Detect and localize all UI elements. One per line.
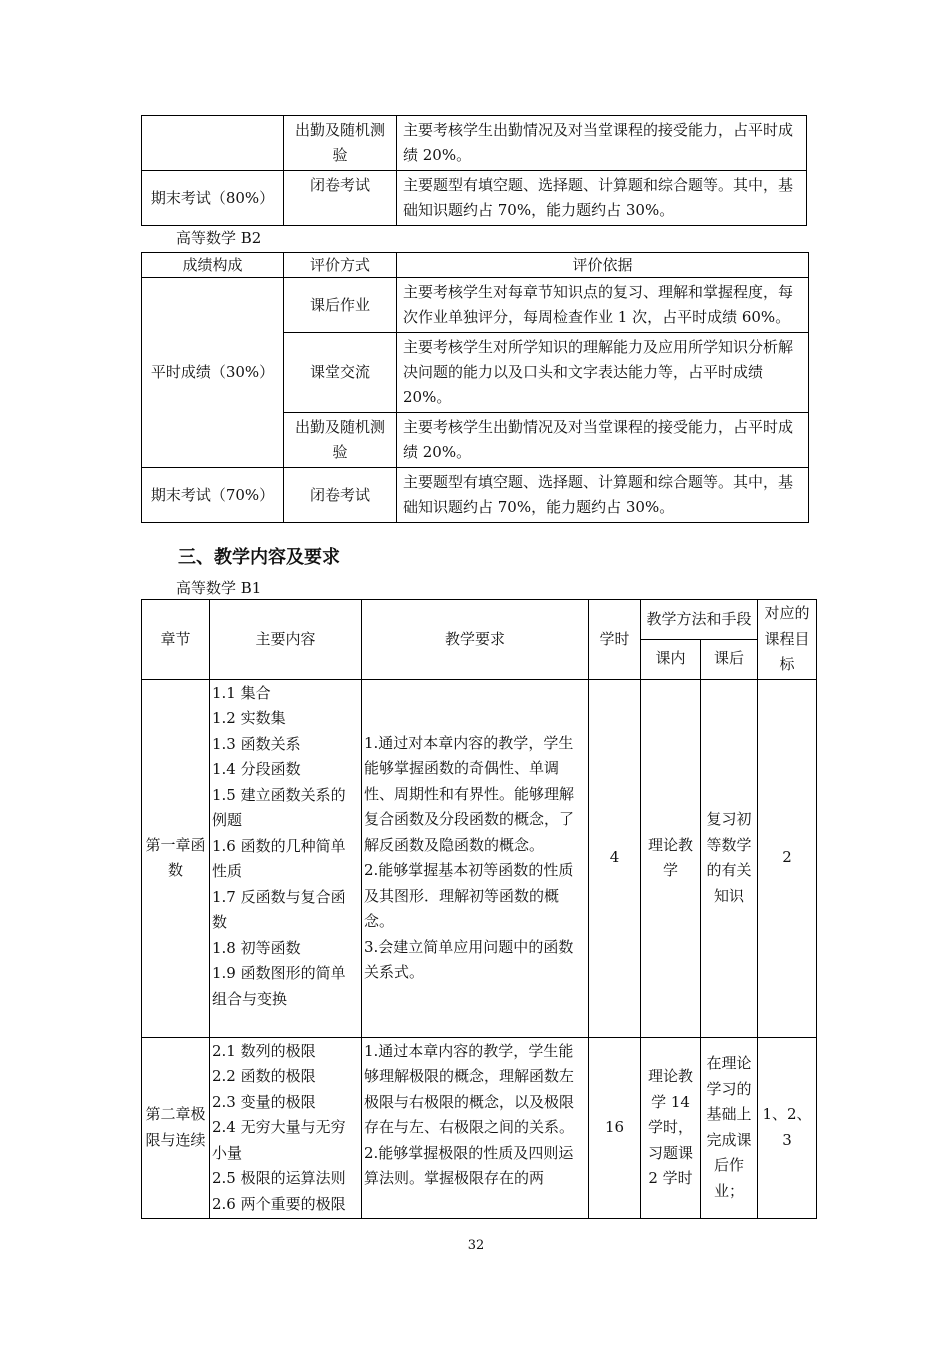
content-item: 1.3 函数关系 [212,734,301,753]
basis-cell: 主要题型有填空题、选择题、计算题和综合题等。其中，基础知识题约占 70%，能力题约占 30%。 [397,171,807,226]
content-cell [210,679,362,1037]
objective-cell: 2 [758,679,817,1037]
chapter-cell: 第一章函数 [142,679,210,1037]
basis-cell: 主要考核学生出勤情况及对当堂课程的接受能力，占平时成绩 20%。 [397,116,807,171]
header-in-class: 课内 [641,639,701,679]
section-title: 三、教学内容及要求 [178,547,340,568]
header-hours: 学时 [589,600,641,680]
content-item: 1.8 初等函数 [212,938,301,957]
hours-cell: 4 [589,679,641,1037]
in-class-cell: 理论教学 14 学时，习题课 2 学时 [641,1037,701,1219]
component-cell: 期末考试（80%） [142,171,284,226]
objective-cell: 1、2、3 [758,1037,817,1219]
content-item: 2.3 变量的极限 [212,1092,316,1111]
header-basis: 评价依据 [397,253,809,278]
header-methods: 教学方法和手段 [641,600,758,640]
header-component: 成绩构成 [142,253,284,278]
content-item: 1.9 函数图形的简单组合与变换 [212,964,346,1008]
basis-cell: 主要考核学生出勤情况及对当堂课程的接受能力，占平时成绩 20%。 [397,413,809,468]
content-item: 1.2 实数集 [212,709,286,727]
table-row [142,116,807,171]
method-cell: 闭卷考试 [284,171,397,226]
content-item: 2.5 极限的运算法则 [212,1169,346,1187]
method-cell: 出勤及随机测验 [284,116,397,171]
table-row [142,1037,817,1219]
requirement-cell: 1.通过对本章内容的教学，学生能够掌握函数的奇偶性、单调性、周期性和有界性。能够理解复合函数及分段函数的概念，了解反函数及隐函数的概念。 2.能够掌握基本初等函数的性质及其图形．理解初等函数的概念。 3.会建立简单应用问题中的函数关系式。 [362,679,589,1037]
table-header-row [142,600,817,640]
table-row [142,171,807,226]
table-row [142,278,809,333]
method-cell: 出勤及随机测验 [284,413,397,468]
regular-component-cell: 平时成绩（30%） [142,278,284,468]
content-item: 1.5 建立函数关系的例题 [212,785,346,829]
header-content: 主要内容 [210,600,362,680]
method-cell: 课后作业 [284,278,397,333]
final-component-cell: 期末考试（70%） [142,468,284,523]
content-item: 2.4 无穷大量与无穷小量 [212,1118,346,1162]
content-item: 1.7 反函数与复合函数 [212,887,346,931]
b1-content-table [141,599,817,1219]
basis-cell: 主要题型有填空题、选择题、计算题和综合题等。其中，基础知识题约占 70%，能力题约占 30%。 [397,468,809,523]
assessment-table-continued [141,115,807,226]
b2-caption: 高等数学 B2 [176,229,262,247]
after-class-cell: 复习初等数学的有关知识 [701,679,758,1037]
content-item: 2.1 数列的极限 [212,1041,316,1060]
component-cell [142,116,284,171]
table-header-row [142,253,809,278]
table-row [142,679,817,1037]
content-item: 1.1 集合 [212,683,271,702]
in-class-cell: 理论教学 [641,679,701,1037]
page-number: 32 [467,1238,485,1253]
content-item: 1.4 分段函数 [212,760,301,778]
requirement-cell: 1.通过本章内容的教学，学生能够理解极限的概念，理解函数左极限与右极限的概念，以及极限存在与左、右极限之间的关系。 2.能够掌握极限的性质及四则运算法则。掌握极限存在的两 [362,1037,589,1219]
b1-caption: 高等数学 B1 [176,579,262,597]
chapter-cell: 第二章极限与连续 [142,1037,210,1219]
method-cell: 课堂交流 [284,333,397,413]
header-requirement: 教学要求 [362,600,589,680]
method-cell: 闭卷考试 [284,468,397,523]
content-item: 2.6 两个重要的极限 [212,1194,346,1213]
header-objective: 对应的课程目标 [758,600,817,680]
hours-cell: 16 [589,1037,641,1219]
basis-cell: 主要考核学生对所学知识的理解能力及应用所学知识分析解决问题的能力以及口头和文字表达能力等，占平时成绩 20%。 [397,333,809,413]
table-row [142,468,809,523]
content-item: 2.2 函数的极限 [212,1067,316,1085]
after-class-cell: 在理论学习的基础上完成课后作业； [701,1037,758,1219]
header-after-class: 课后 [701,639,758,679]
content-cell [210,1037,362,1219]
b2-assessment-table [141,252,809,523]
basis-cell: 主要考核学生对每章节知识点的复习、理解和掌握程度，每次作业单独评分，每周检查作业 1 次，占平时成绩 60%。 [397,278,809,333]
header-chapter: 章节 [142,600,210,680]
header-method: 评价方式 [284,253,397,278]
content-item: 1.6 函数的几种简单性质 [212,836,346,880]
